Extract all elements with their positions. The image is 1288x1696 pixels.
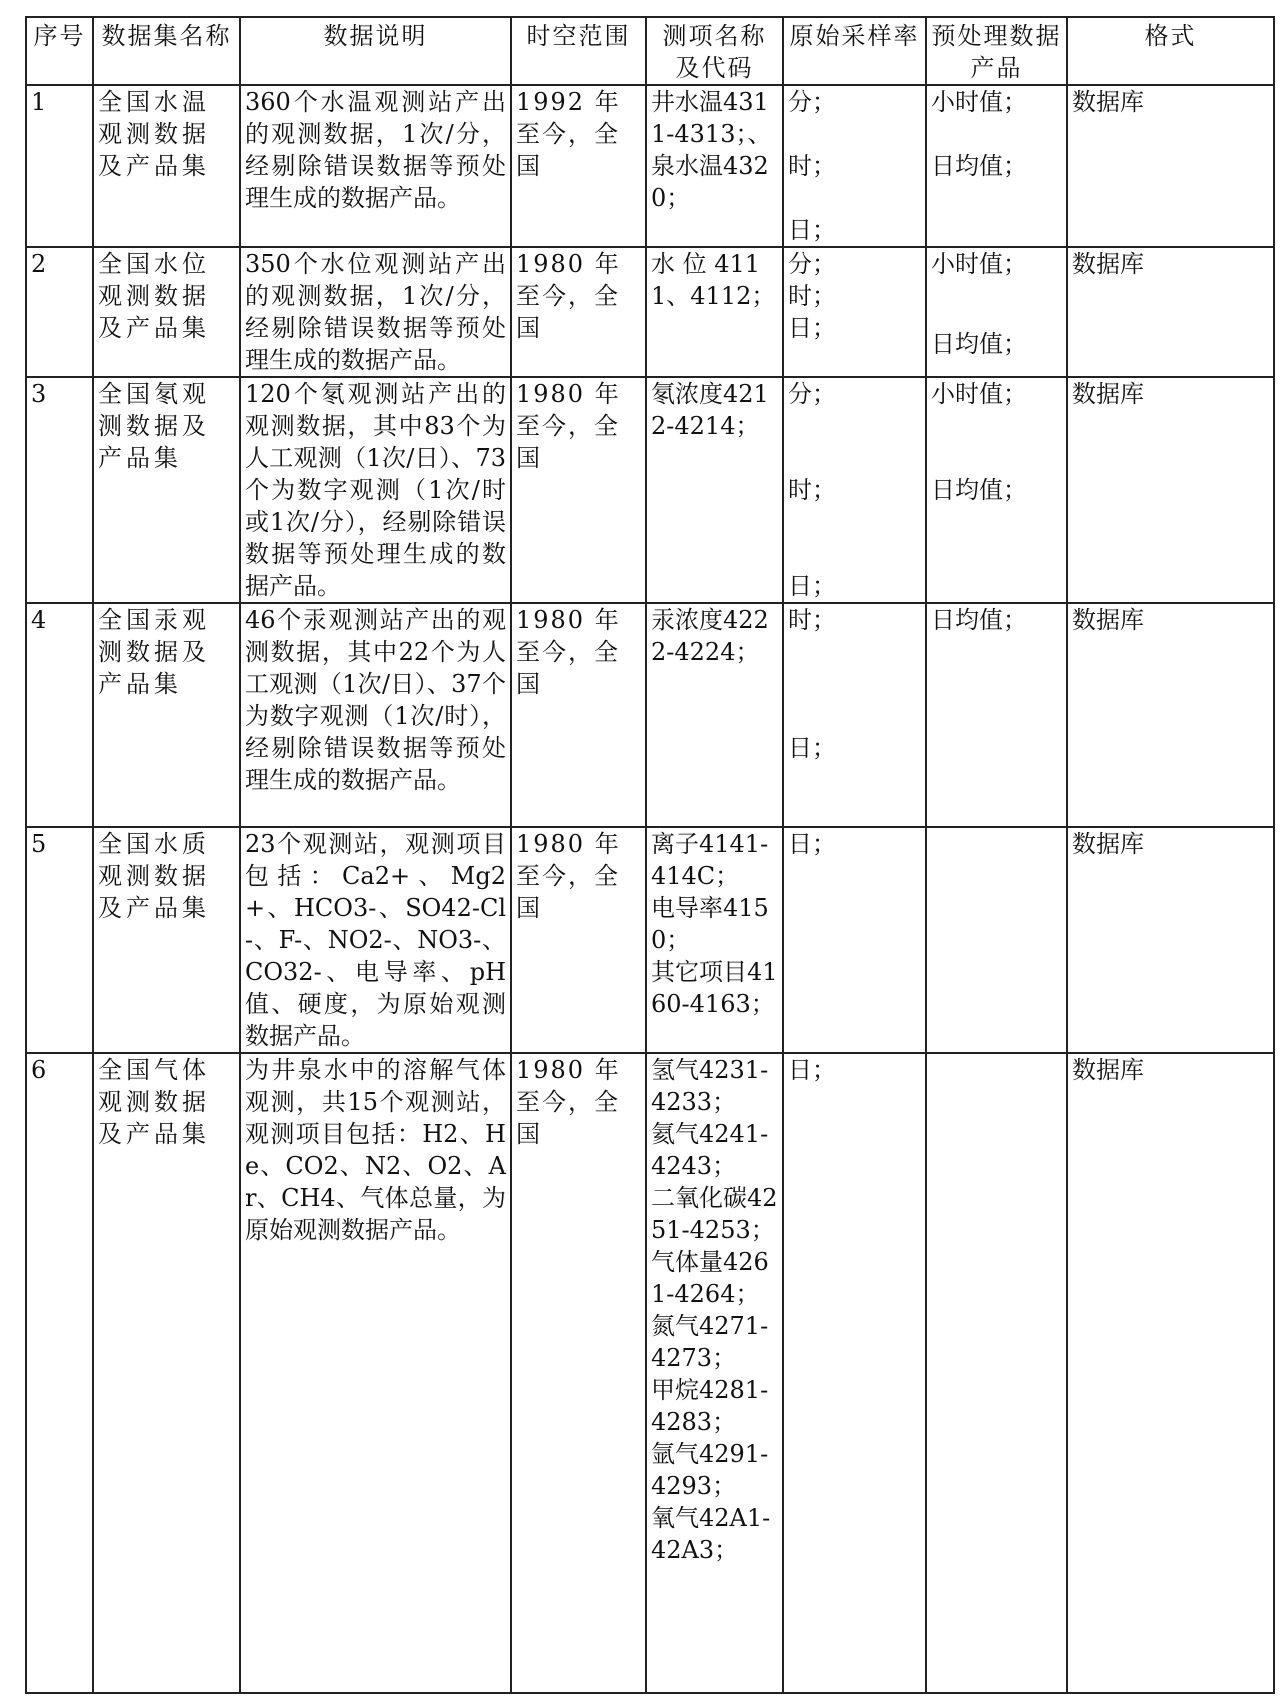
product: 小时值； xyxy=(931,250,1027,278)
item-codes xyxy=(646,247,783,377)
sampling-rates xyxy=(783,85,926,247)
sampling-rates xyxy=(783,1053,926,1693)
header-time: 时空范围 xyxy=(511,17,646,85)
format: 数据库 xyxy=(1067,1053,1274,1693)
item-code: 泉水温4320； xyxy=(651,152,769,212)
dataset-name: 全国氡观测数据及产品集 xyxy=(93,377,240,603)
format: 数据库 xyxy=(1067,247,1274,377)
product: 日均值； xyxy=(931,152,1027,180)
dataset-name: 全国水质观测数据及产品集 xyxy=(93,827,240,1053)
processed-products xyxy=(926,1053,1067,1693)
dataset-desc: 为井泉水中的溶解气体观测，共15个观测站，观测项目包括：H2、He、CO2、N2、O2、Ar、CH4、气体总量，为原始观测数据产品。 xyxy=(240,1053,511,1693)
dataset-name: 全国汞观测数据及产品集 xyxy=(93,603,240,827)
table-row xyxy=(26,247,1274,377)
dataset-name: 全国气体观测数据及产品集 xyxy=(93,1053,240,1693)
row-no: 2 xyxy=(26,247,93,377)
product: 日均值； xyxy=(931,330,1027,358)
table-row xyxy=(26,377,1274,603)
rate: 日； xyxy=(788,734,836,762)
item-code: 水 位 4111、4112； xyxy=(651,250,776,310)
item-code: 氦气4241-4243； xyxy=(651,1120,769,1180)
table-row xyxy=(26,603,1274,827)
header-items: 测项名称及代码 xyxy=(646,17,783,85)
time-range: 1992 年 至今，全国 xyxy=(511,85,646,247)
header-no: 序号 xyxy=(26,17,93,85)
row-no: 4 xyxy=(26,603,93,827)
format: 数据库 xyxy=(1067,603,1274,827)
rate: 分； xyxy=(788,250,836,278)
item-code: 甲烷4281-4283； xyxy=(651,1376,769,1436)
item-code: 氮气4271-4273； xyxy=(651,1312,769,1372)
time-range: 1980 年 至今，全国 xyxy=(511,827,646,1053)
row-no: 3 xyxy=(26,377,93,603)
rate: 分； xyxy=(788,88,836,116)
header-products: 预处理数据产品 xyxy=(926,17,1067,85)
dataset-name: 全国水位观测数据及产品集 xyxy=(93,247,240,377)
sampling-rates xyxy=(783,603,926,827)
item-code: 电导率4150； xyxy=(651,894,769,954)
format: 数据库 xyxy=(1067,827,1274,1053)
processed-products xyxy=(926,377,1067,603)
item-code: 氩气4291-4293； xyxy=(651,1440,769,1500)
rate: 日； xyxy=(788,572,836,600)
rate: 时； xyxy=(788,152,836,180)
dataset-table xyxy=(25,16,1275,1694)
table-row xyxy=(26,827,1274,1053)
item-code: 汞浓度4222-4224； xyxy=(651,606,769,666)
product: 小时值； xyxy=(931,88,1027,116)
dataset-desc: 360个水温观测站产出的观测数据，1次/分，经剔除错误数据等预处理生成的数据产品。 xyxy=(240,85,511,247)
processed-products xyxy=(926,827,1067,1053)
item-codes xyxy=(646,85,783,247)
sampling-rates xyxy=(783,247,926,377)
item-codes xyxy=(646,603,783,827)
processed-products xyxy=(926,247,1067,377)
sampling-rates xyxy=(783,377,926,603)
rate: 时； xyxy=(788,476,836,504)
item-code: 离子4141-414C； xyxy=(651,830,769,890)
row-no: 1 xyxy=(26,85,93,247)
item-code: 二氧化碳4251-4253； xyxy=(651,1184,778,1244)
time-range: 1980 年 至今，全国 xyxy=(511,1053,646,1693)
header-desc: 数据说明 xyxy=(240,17,511,85)
product: 小时值； xyxy=(931,380,1027,408)
header-name: 数据集名称 xyxy=(93,17,240,85)
format: 数据库 xyxy=(1067,377,1274,603)
item-code: 气体量4261-4264； xyxy=(651,1248,769,1308)
rate: 分； xyxy=(788,380,836,408)
row-no: 5 xyxy=(26,827,93,1053)
product: 日均值； xyxy=(931,476,1027,504)
rate: 日； xyxy=(788,830,836,858)
item-codes xyxy=(646,827,783,1053)
header-format: 格式 xyxy=(1067,17,1274,85)
header-row xyxy=(26,17,1274,85)
rate: 日； xyxy=(788,1056,836,1084)
format: 数据库 xyxy=(1067,85,1274,247)
dataset-desc: 350个水位观测站产出的观测数据，1次/分，经剔除错误数据等预处理生成的数据产品。 xyxy=(240,247,511,377)
item-codes xyxy=(646,377,783,603)
item-codes xyxy=(646,1053,783,1693)
rate: 时； xyxy=(788,282,836,310)
item-code: 井水温4311-4313；、 xyxy=(651,88,772,148)
row-no: 6 xyxy=(26,1053,93,1693)
item-code: 其它项目4160-4163； xyxy=(651,958,778,1018)
item-code: 氧气42A1-42A3； xyxy=(651,1504,771,1564)
rate: 时； xyxy=(788,606,836,634)
time-range: 1980 年 至今，全国 xyxy=(511,377,646,603)
sampling-rates xyxy=(783,827,926,1053)
dataset-desc: 120个氡观测站产出的观测数据，其中83个为人工观测（1次/日）、73个为数字观测（1次/时或1次/分），经剔除错误数据等预处理生成的数据产品。 xyxy=(240,377,511,603)
product: 日均值； xyxy=(931,606,1027,634)
header-rate: 原始采样率 xyxy=(783,17,926,85)
item-code: 氢气4231-4233； xyxy=(651,1056,769,1116)
table-row xyxy=(26,85,1274,247)
processed-products xyxy=(926,603,1067,827)
time-range: 1980 年 至今，全国 xyxy=(511,603,646,827)
time-range: 1980 年 至今，全国 xyxy=(511,247,646,377)
table-row xyxy=(26,1053,1274,1693)
dataset-desc: 23个观测站，观测项目包括：Ca2+、Mg2+、HCO3-、SO42-Cl-、F-、NO2-、NO3-、CO32-、电导率、pH值、硬度，为原始观测数据产品。 xyxy=(240,827,511,1053)
rate: 日； xyxy=(788,216,836,244)
rate: 日； xyxy=(788,314,836,342)
dataset-name: 全国水温观测数据及产品集 xyxy=(93,85,240,247)
dataset-desc: 46个汞观测站产出的观测数据，其中22个为人工观测（1次/日）、37个为数字观测（1次/时），经剔除错误数据等预处理生成的数据产品。 xyxy=(240,603,511,827)
item-code: 氡浓度4212-4214； xyxy=(651,380,769,440)
processed-products xyxy=(926,85,1067,247)
